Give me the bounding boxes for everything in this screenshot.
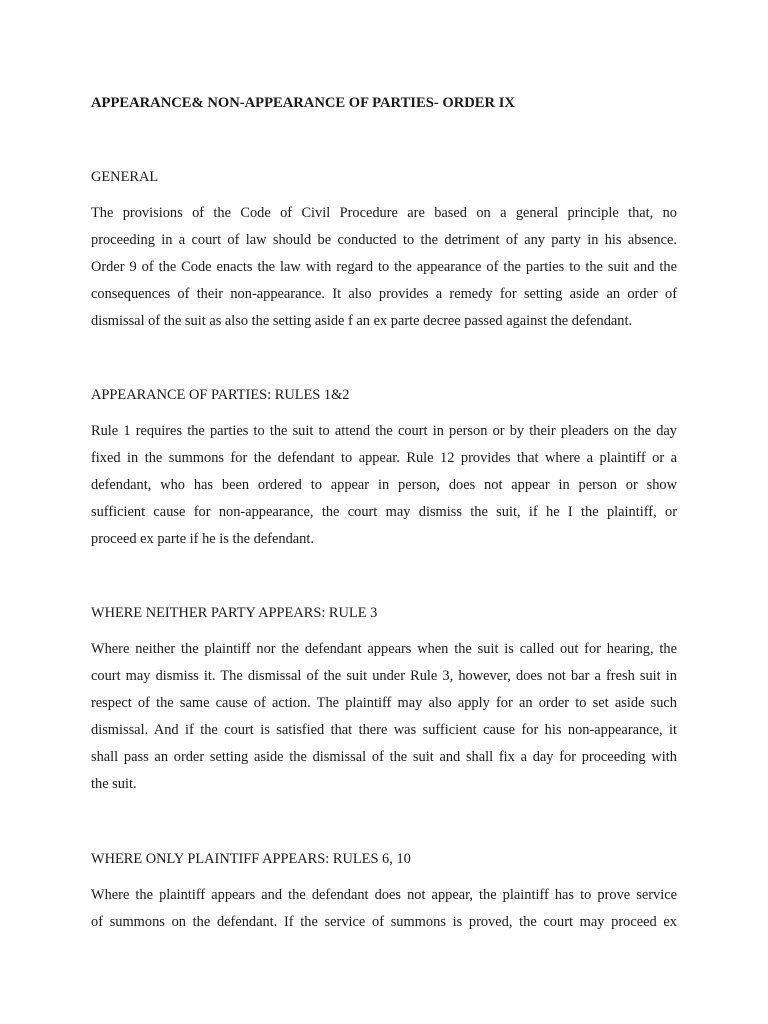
paragraph-line: respect of the same cause of action. The plaintiff may also apply for an order to set aside such bbox=[91, 695, 677, 711]
section-paragraph-neither-party-appears bbox=[91, 636, 677, 798]
paragraph-line: Order 9 of the Code enacts the law with regard to the appearance of the parties to the suit and the bbox=[91, 259, 677, 275]
section-paragraph-general bbox=[91, 200, 677, 335]
paragraph-line: Where the plaintiff appears and the defendant does not appear, the plaintiff has to prove service bbox=[91, 887, 677, 903]
paragraph-line: dismissal of the suit as also the setting aside f an ex parte decree passed against the defendant. bbox=[91, 313, 633, 329]
paragraph-line: Where neither the plaintiff nor the defendant appears when the suit is called out for hearing, the bbox=[91, 641, 677, 657]
section-heading-only-plaintiff-appears: WHERE ONLY PLAINTIFF APPEARS: RULES 6, 10 bbox=[91, 851, 411, 867]
paragraph-line: shall pass an order setting aside the dismissal of the suit and shall fix a day for proceeding with bbox=[91, 749, 677, 765]
paragraph-line: fixed in the summons for the defendant to appear. Rule 12 provides that where a plaintiff or a bbox=[91, 450, 677, 466]
section-heading-neither-party-appears: WHERE NEITHER PARTY APPEARS: RULE 3 bbox=[91, 605, 378, 621]
section-paragraph-appearance-of-parties bbox=[91, 418, 677, 553]
paragraph-line: defendant, who has been ordered to appear in person, does not appear in person or show bbox=[91, 477, 677, 493]
paragraph-line: Rule 1 requires the parties to the suit to attend the court in person or by their pleaders on the day bbox=[91, 423, 677, 439]
paragraph-line: of summons on the defendant. If the service of summons is proved, the court may proceed ex bbox=[91, 914, 677, 930]
section-paragraph-only-plaintiff-appears bbox=[91, 882, 677, 936]
paragraph-line: sufficient cause for non-appearance, the court may dismiss the suit, if he I the plaintiff, or bbox=[91, 504, 677, 520]
paragraph-line: dismissal. And if the court is satisfied that there was sufficient cause for his non-appearance, it bbox=[91, 722, 677, 738]
paragraph-line: consequences of their non-appearance. It also provides a remedy for setting aside an order of bbox=[91, 286, 677, 302]
paragraph-line: court may dismiss it. The dismissal of the suit under Rule 3, however, does not bar a fresh suit in bbox=[91, 668, 677, 684]
document-title: APPEARANCE& NON-APPEARANCE OF PARTIES- ORDER IX bbox=[91, 95, 515, 111]
section-heading-general: GENERAL bbox=[91, 169, 159, 185]
paragraph-line: The provisions of the Code of Civil Procedure are based on a general principle that, no bbox=[91, 205, 677, 221]
paragraph-line: proceed ex parte if he is the defendant. bbox=[91, 531, 314, 547]
paragraph-line: the suit. bbox=[91, 776, 137, 792]
section-heading-appearance-of-parties: APPEARANCE OF PARTIES: RULES 1&2 bbox=[91, 387, 350, 403]
paragraph-line: proceeding in a court of law should be conducted to the detriment of any party in his absence. bbox=[91, 232, 677, 248]
